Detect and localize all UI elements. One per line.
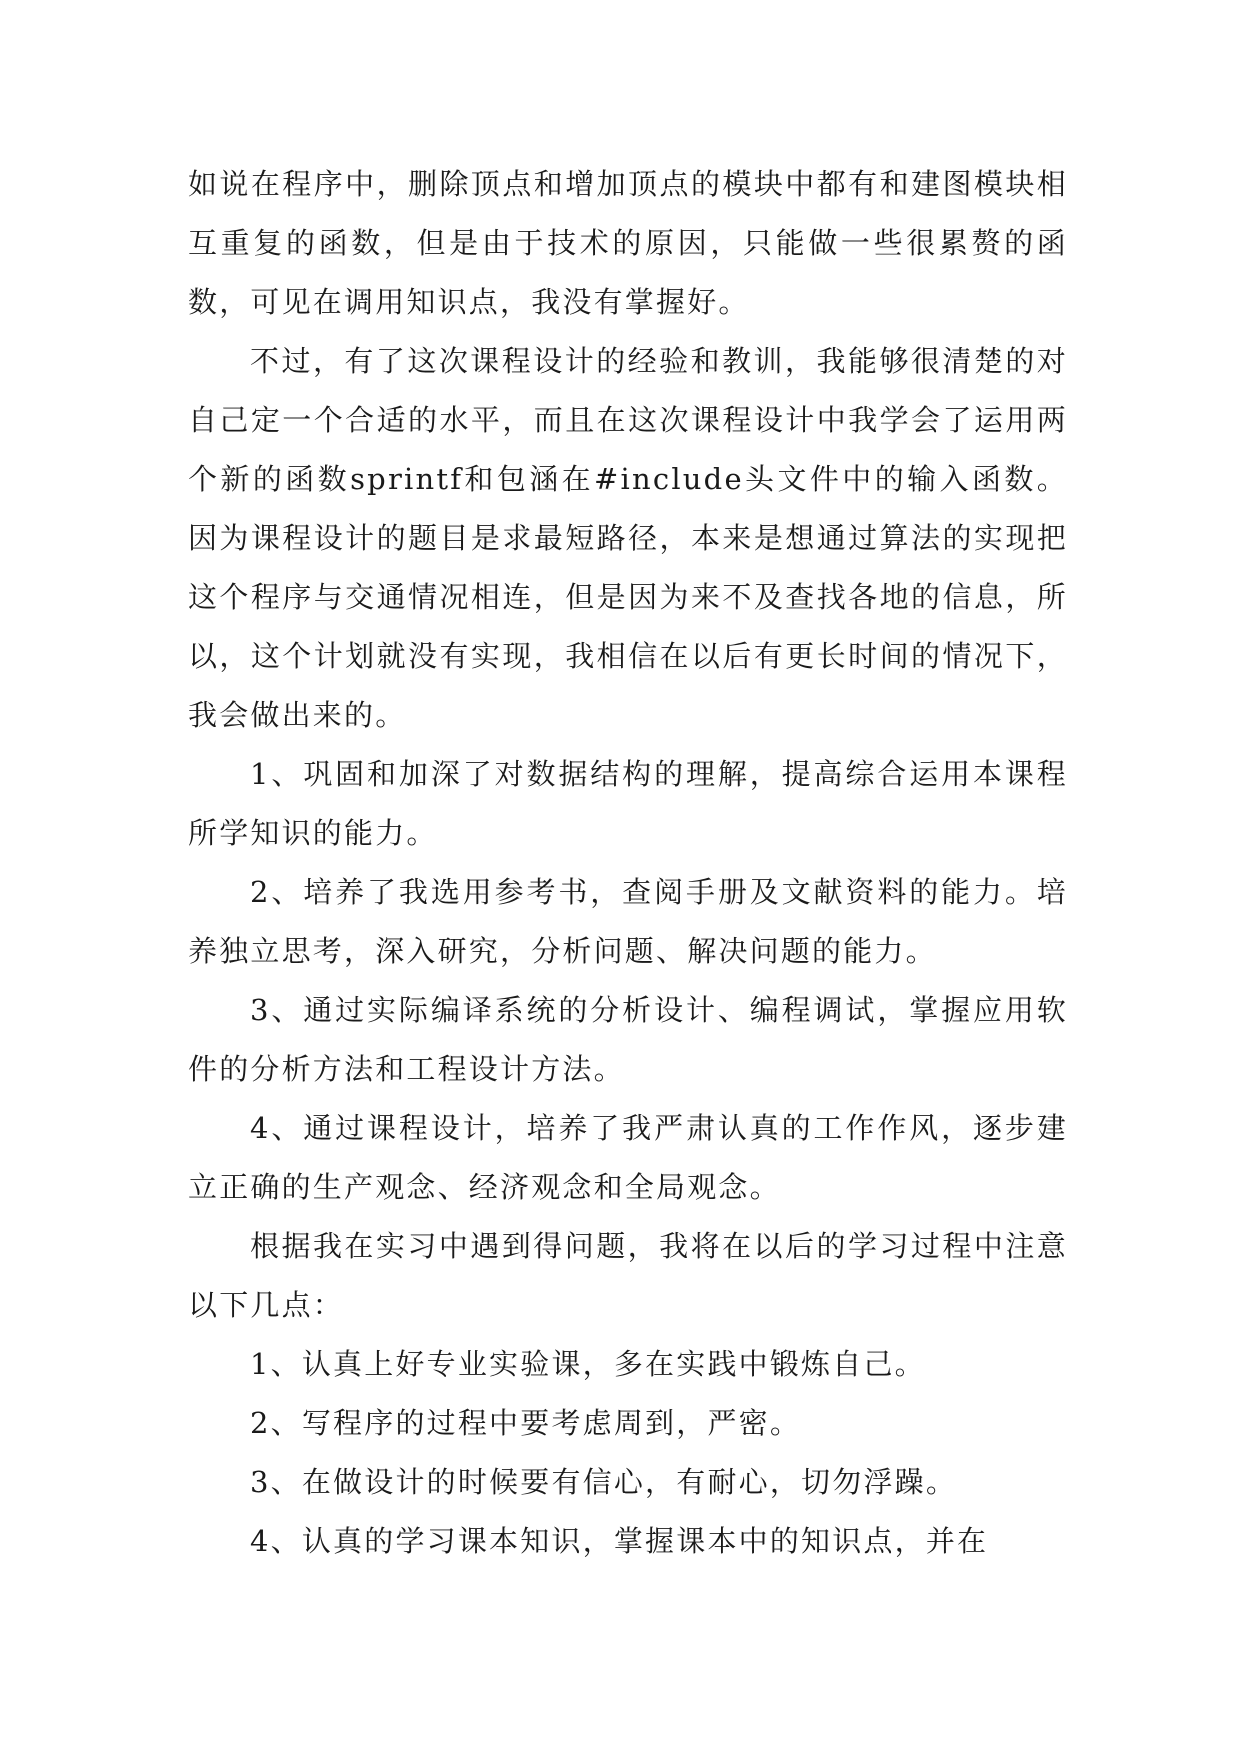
- list-item-4: 4、通过课程设计，培养了我严肃认真的工作作风，逐步建立正确的生产观念、经济观念和全局观念。: [188, 1111, 1068, 1204]
- note-item-4: 4、认真的学习课本知识，掌握课本中的知识点，并在: [250, 1524, 989, 1558]
- paragraph-3: 根据我在实习中遇到得问题，我将在以后的学习过程中注意以下几点：: [188, 1229, 1068, 1322]
- paragraph-2: 不过，有了这次课程设计的经验和教训，我能够很清楚的对自己定一个合适的水平，而且在这次课程设计中我学会了运用两个新的函数sprintf和包涵在#include头文件中的输入函数。因为课程设计的题目是求最短路径，本来是想通过算法的实现把这个程序与交通情况相连，但是因为来不及查找各地的信息，所以，这个计划就没有实现，我相信在以后有更长时间的情况下，我会做出来的。: [188, 344, 1068, 732]
- document-body: [188, 155, 1068, 1571]
- note-item-1: 1、认真上好专业实验课，多在实践中锻炼自己。: [250, 1347, 926, 1381]
- list-item-1: 1、巩固和加深了对数据结构的理解，提高综合运用本课程所学知识的能力。: [188, 757, 1068, 850]
- list-item-3: 3、通过实际编译系统的分析设计、编程调试，掌握应用软件的分析方法和工程设计方法。: [188, 993, 1068, 1086]
- list-item-2: 2、培养了我选用参考书，查阅手册及文献资料的能力。培养独立思考，深入研究，分析问题、解决问题的能力。: [188, 875, 1068, 968]
- note-item-3: 3、在做设计的时候要有信心，有耐心，切勿浮躁。: [250, 1465, 958, 1499]
- paragraph-1: 如说在程序中，删除顶点和增加顶点的模块中都有和建图模块相互重复的函数，但是由于技术的原因，只能做一些很累赘的函数，可见在调用知识点，我没有掌握好。: [188, 167, 1068, 319]
- note-item-2: 2、写程序的过程中要考虑周到，严密。: [250, 1406, 802, 1440]
